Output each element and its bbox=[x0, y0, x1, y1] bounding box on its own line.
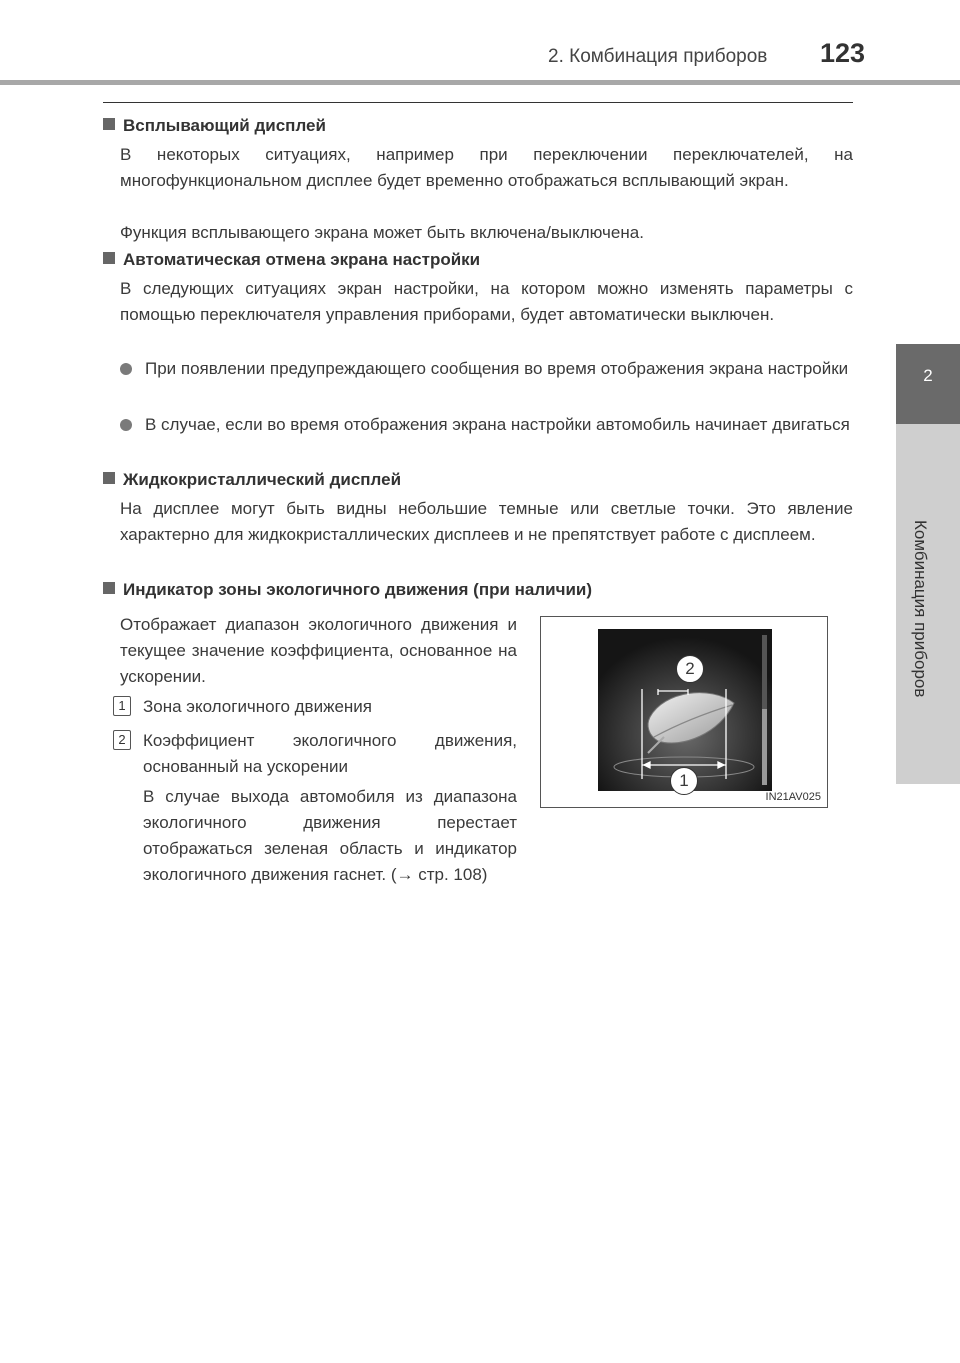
callout-1: 1 bbox=[670, 767, 698, 795]
square-bullet-icon bbox=[103, 118, 115, 130]
page-number: 123 bbox=[820, 38, 866, 68]
list-item: В случае, если во время отображения экрана настройки автомобиль начинает двигаться bbox=[120, 412, 853, 438]
chapter-side-tab[interactable] bbox=[896, 344, 960, 784]
numbered-item: 1 Зона экологичного движения bbox=[113, 694, 517, 720]
chapter-number: 2 bbox=[923, 366, 933, 385]
figure-caption: IN21AV025 bbox=[765, 791, 821, 803]
list-item: При появлении предупреждающего сообщения во время отображения экрана настройки bbox=[120, 356, 853, 382]
section-heading: Жидкокристаллический дисплей bbox=[103, 470, 401, 490]
square-bullet-icon bbox=[103, 582, 115, 594]
callout-number: 2 bbox=[113, 730, 131, 750]
section-heading: Автоматическая отмена экрана настройки bbox=[103, 250, 480, 270]
square-bullet-icon bbox=[103, 472, 115, 484]
paragraph: В случае выхода автомобиля из диапазона экологичного движения перестает отображаться зеленая область и индикатор экологичного движения гаснет. (→ стр. 108) bbox=[143, 787, 517, 884]
header-title: 2. Комбинация приборов bbox=[548, 46, 768, 67]
numbered-item: 2 Коэффициент экологичного движения, основанный на ускорении bbox=[113, 728, 517, 780]
eco-indicator-figure bbox=[540, 616, 828, 808]
chapter-label: Комбинация приборов bbox=[911, 520, 930, 698]
paragraph: Отображает диапазон экологичного движения и текущее значение коэффициента, основанное на ускорении. bbox=[120, 615, 517, 686]
chapter-label-block bbox=[896, 424, 960, 784]
round-bullet-icon bbox=[120, 363, 132, 375]
content-rule bbox=[103, 102, 853, 103]
paragraph: Функция всплывающего экрана может быть включена/выключена. bbox=[120, 223, 644, 242]
callout-number: 1 bbox=[113, 696, 131, 716]
top-rule bbox=[0, 80, 960, 85]
square-bullet-icon bbox=[103, 252, 115, 264]
section-heading: Всплывающий дисплей bbox=[103, 116, 326, 136]
paragraph: В следующих ситуациях экран настройки, на котором можно изменять параметры с помощью переключателя управления приборами, будет автоматически выключен. bbox=[120, 279, 853, 324]
paragraph: На дисплее могут быть видны небольшие темные или светлые точки. Это явление характерно для жидкокристаллических дисплеев и не препятствует работе с дисплеем. bbox=[120, 499, 853, 544]
round-bullet-icon bbox=[120, 419, 132, 431]
callout-2: 2 bbox=[676, 655, 704, 683]
chapter-number-block bbox=[896, 344, 960, 424]
paragraph: В некоторых ситуациях, например при переключении переключателей, на многофункциональном дисплее будет временно отображаться всплывающий экран. bbox=[120, 145, 853, 190]
section-heading: Индикатор зоны экологичного движения (при наличии) bbox=[103, 580, 592, 600]
